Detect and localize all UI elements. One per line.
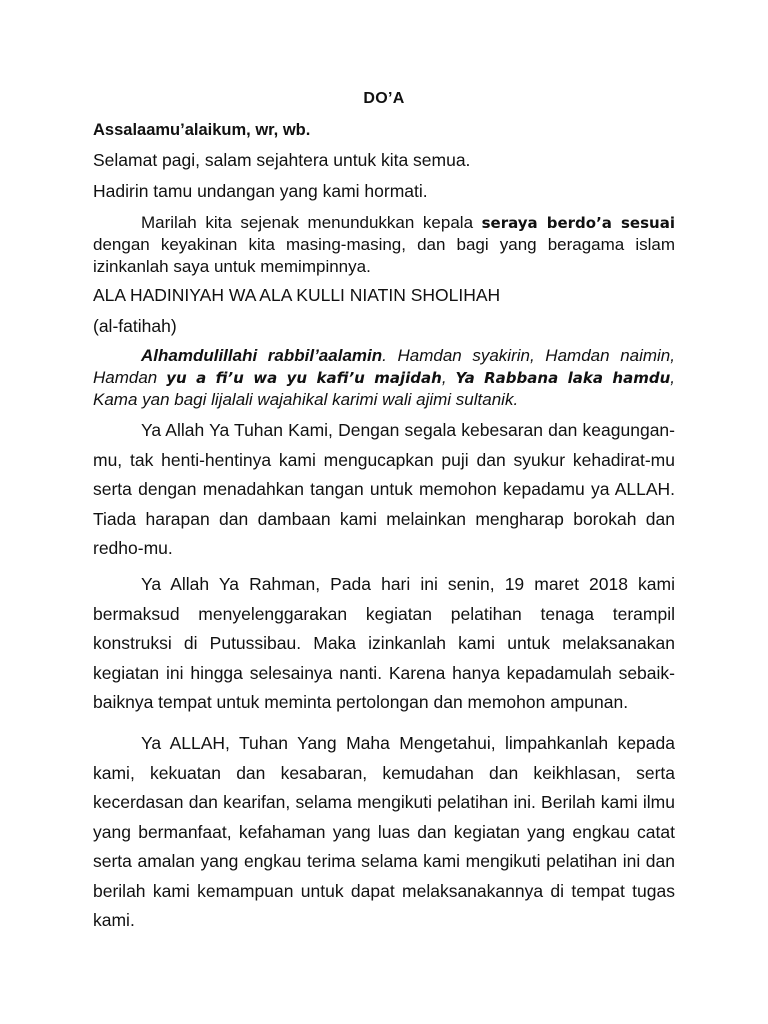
hamdalah-text-b: . Hamdan syakirin, Hamdan naimin, Hamdan: [93, 346, 675, 387]
invitation-text-a: Marilah kita sejenak menundukkan kepala: [141, 213, 482, 232]
hamdalah-text-d: ,: [441, 368, 456, 387]
document-title: DO’A: [363, 90, 405, 107]
paragraph-blessing: [93, 729, 675, 936]
request-text: Ya Allah Ya Rahman, Pada hari ini senin, 19 maret 2018 kami bermaksud menyelenggarakan kegiatan pelatihan tenaga terampil konstruksi di Putussibau. Maka izinkanlah kami untuk melaksanakan kegiatan ini hingga selesainya nanti. Karena hanya kepadamulah sebaik-baiknya tempat untuk meminta pertolongan dan memohon ampunan.: [93, 574, 675, 712]
paragraph-praise: [93, 416, 675, 564]
hamdalah-bold-3: Ya Rabbana laka hamdu: [455, 369, 671, 387]
ala-hadiniyah-line: ALA HADINIYAH WA ALA KULLI NIATIN SHOLIHAH: [93, 285, 501, 305]
opening-line-1: Selamat pagi, salam sejahtera untuk kita semua.: [93, 150, 471, 170]
hamdalah-text-f: , Kama yan bagi lijalali wajahikal karimi wali ajimi sultanik.: [93, 368, 675, 409]
invitation-text-bold: seraya berdo’a sesuai: [481, 214, 675, 232]
paragraph-request: [93, 570, 675, 718]
paragraph-invitation: [93, 212, 675, 278]
opening-line-2: Hadirin tamu undangan yang kami hormati.: [93, 181, 428, 201]
praise-text: Ya Allah Ya Tuhan Kami, Dengan segala kebesaran dan keagungan-mu, tak henti-hentinya kami mengucapkan puji dan syukur kehadirat-mu serta dengan menadahkan tangan untuk memohon kepadamu ya ALLAH. Tiada harapan dan dambaan kami melainkan mengharap borokah dan redho-mu.: [93, 420, 675, 558]
hamdalah-bold: Alhamdulillahi rabbil’aalamin: [141, 346, 383, 365]
hamdalah-bold-2: yu a fi’u wa yu kafi’u majidah: [166, 369, 442, 387]
greeting: Assalaamu’alaikum, wr, wb.: [93, 121, 311, 139]
al-fatihah-line: (al-fatihah): [93, 316, 177, 336]
paragraph-hamdalah: [93, 345, 675, 411]
invitation-text-c: dengan keyakinan kita masing-masing, dan bagi yang beragama islam izinkanlah saya untuk memimpinnya.: [93, 235, 675, 276]
blessing-text: Ya ALLAH, Tuhan Yang Maha Mengetahui, limpahkanlah kepada kami, kekuatan dan kesabaran, kemudahan dan keikhlasan, serta kecerdasan dan kearifan, selama mengikuti pelatihan ini. Berilah kami ilmu yang bermanfaat, kefahaman yang luas dan kegiatan yang engkau catat serta amalan yang engkau terima selama kami mengikuti pelatihan ini dan berilah kami kemampuan untuk dapat melaksanakannya di tempat tugas kami.: [93, 733, 675, 930]
